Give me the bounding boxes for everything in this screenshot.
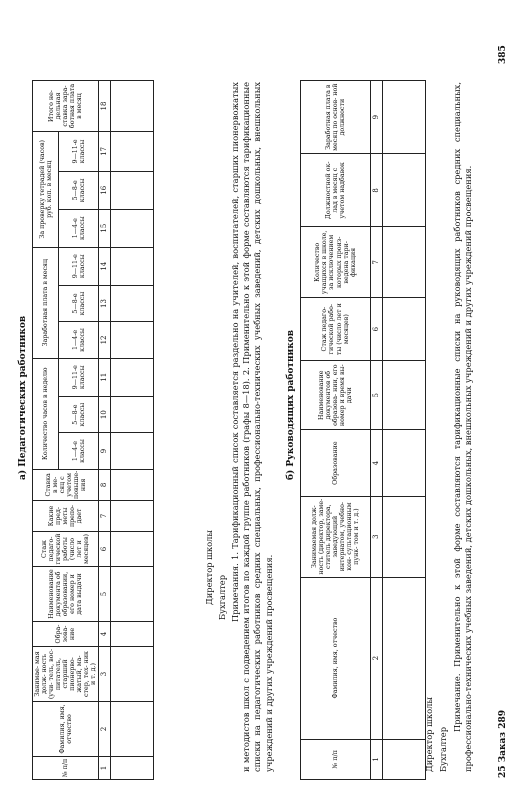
a-col-number: 15 — [99, 209, 111, 247]
table-cell — [111, 285, 154, 321]
col-pay-1-4: 1—4-е классы — [59, 322, 99, 358]
col-check-9-11: 9—11-е классы — [59, 132, 99, 172]
director-signature-b: Директор школы — [424, 697, 434, 772]
table-cell — [111, 567, 154, 622]
col-check-group: За проверку тетрадей (часов) руб. коп. в месяц — [33, 132, 59, 248]
page-number: 385 — [498, 45, 508, 64]
col-b-name: Фамилия, имя, отчество — [301, 577, 371, 739]
b-col-number: 7 — [371, 227, 383, 298]
col-pay-5-8: 5—8-е классы — [59, 285, 99, 321]
col-hours-9-11: 9—11-е классы — [59, 358, 99, 396]
table-cell — [383, 360, 426, 430]
b-col-number: 4 — [371, 430, 383, 496]
table-cell — [383, 298, 426, 361]
b-col-number: 1 — [371, 739, 383, 779]
col-subjects: Какие пред- меты препо- дает — [33, 501, 99, 532]
a-col-number: 10 — [99, 396, 111, 432]
col-position: Занимае- мая долж- ность (учи- тель, вос- питатель, старший пионервo- жатый, ма- стер, тех- ник и т. д.) — [33, 647, 99, 702]
table-cell — [383, 81, 426, 154]
a-col-number: 11 — [99, 358, 111, 396]
col-b-total: Заработная плата в месяц по основ- ной должности — [301, 81, 371, 154]
table-cell — [111, 647, 154, 702]
a-col-number: 7 — [99, 501, 111, 532]
col-hours-5-8: 5—8-е классы — [59, 396, 99, 432]
a-col-number: 8 — [99, 469, 111, 500]
col-rate: Ставка в ме- сяц с учетом повыше- ния — [33, 469, 99, 500]
empty-data-row — [111, 81, 154, 780]
b-col-number: 6 — [371, 298, 383, 361]
a-col-number: 9 — [99, 433, 111, 469]
table-cell — [111, 81, 154, 132]
table-cell — [383, 227, 426, 298]
col-num: № п/п — [33, 757, 99, 780]
col-check-1-4: 1—4-е классы — [59, 209, 99, 247]
b-col-number: 3 — [371, 496, 383, 577]
col-b-salary: Должностной ок- лад в месяц с учетом надбавок — [301, 154, 371, 227]
section-a-title: а) Педагогических работников — [18, 315, 28, 480]
col-education: Обра- зова- ние — [33, 622, 99, 647]
a-col-number: 6 — [99, 532, 111, 567]
director-signature: Директор школы — [204, 530, 214, 605]
table-cell — [111, 532, 154, 567]
col-total: Итого не- дельная ставка зара- ботная плата в месяц — [33, 81, 99, 132]
table-cell — [111, 171, 154, 209]
table-cell — [111, 247, 154, 285]
a-col-number: 2 — [99, 702, 111, 757]
table-b — [300, 80, 426, 780]
table-cell — [111, 358, 154, 396]
a-col-number: 12 — [99, 322, 111, 358]
a-col-number: 14 — [99, 247, 111, 285]
table-cell — [111, 757, 154, 780]
table-cell — [111, 132, 154, 172]
table-cell — [111, 469, 154, 500]
a-col-number: 18 — [99, 81, 111, 132]
table-cell — [111, 396, 154, 432]
table-cell — [383, 496, 426, 577]
a-col-number: 13 — [99, 285, 111, 321]
accountant-signature: Бухгалтер — [217, 574, 227, 620]
col-document: Наименование документа об образовании, его номер и дата выдачи — [33, 567, 99, 622]
table-cell — [383, 739, 426, 779]
col-b-document: Наименование документов об образова- нии, его номер и время вы- дачи — [301, 360, 371, 430]
table-cell — [383, 430, 426, 496]
table-cell — [111, 622, 154, 647]
col-name: Фамилия, имя, отчество — [33, 702, 99, 757]
accountant-signature-b: Бухгалтер — [438, 726, 448, 772]
table-cell — [111, 702, 154, 757]
table-cell — [383, 577, 426, 739]
col-pay-group: Заработная плата в месяц — [33, 247, 59, 358]
column-number-row — [99, 81, 111, 780]
col-check-5-8: 5—8-е классы — [59, 171, 99, 209]
col-pay-9-11: 9—11-е классы — [59, 247, 99, 285]
b-col-number: 9 — [371, 81, 383, 154]
column-number-row — [371, 81, 383, 780]
col-hours-1-4: 1—4-е классы — [59, 433, 99, 469]
a-col-number: 4 — [99, 622, 111, 647]
col-b-position: Занимаемая долж- ность (директор, заме- ститель директора, заведующий интернатом, учебно-кон- сультационным пунк- том и т. д.) — [301, 496, 371, 577]
col-b-stazh: Стаж педаго- гической рабо- ты (число лет и месяцев) — [301, 298, 371, 361]
order-number: 25 Заказ 289 — [498, 710, 508, 778]
note-b: Примечание. Применительно к этой форме составляются тарификационные списки на руководящих работников средних специальных, профессионально-технических учебных заведений, детских дошкольных, внешкольных учреждений и других учреждений просвещения. — [452, 82, 474, 772]
col-b-students: Количество учащихся в школе, за исключением которых произ- ведена тари- фикация — [301, 227, 371, 298]
table-cell — [383, 154, 426, 227]
table-cell — [111, 433, 154, 469]
table-cell — [111, 322, 154, 358]
b-col-number: 2 — [371, 577, 383, 739]
col-stazh: Стаж педаго- гической работы (число лет и месяцев) — [33, 532, 99, 567]
table-a — [32, 80, 154, 780]
a-col-number: 17 — [99, 132, 111, 172]
b-col-number: 8 — [371, 154, 383, 227]
col-hours-group: Количество часов в неделю — [33, 358, 59, 469]
note-a: Примечания. 1. Тарификационный список составляется раздельно на учителей, воспитателей, старших пионервожатых и методистов школ с подведением итогов по каждой группе работников (графы 8—18). 2. Применительно к этой форме составляются тарификационные списки на педагогических работников средних специальных, профессионально-технических учебных заведений, детских дошкольных, внешкольных учреждений и других учреждений просвещения. — [230, 82, 274, 772]
a-col-number: 3 — [99, 647, 111, 702]
a-col-number: 1 — [99, 757, 111, 780]
col-b-education: Образование — [301, 430, 371, 496]
a-col-number: 5 — [99, 567, 111, 622]
table-cell — [111, 209, 154, 247]
section-b-title: б) Руководящих работников — [286, 330, 296, 480]
table-cell — [111, 501, 154, 532]
rotated-content — [14, 20, 514, 780]
col-b-num: № п/п — [301, 739, 371, 779]
a-col-number: 16 — [99, 171, 111, 209]
empty-data-row — [383, 81, 426, 780]
b-col-number: 5 — [371, 360, 383, 430]
